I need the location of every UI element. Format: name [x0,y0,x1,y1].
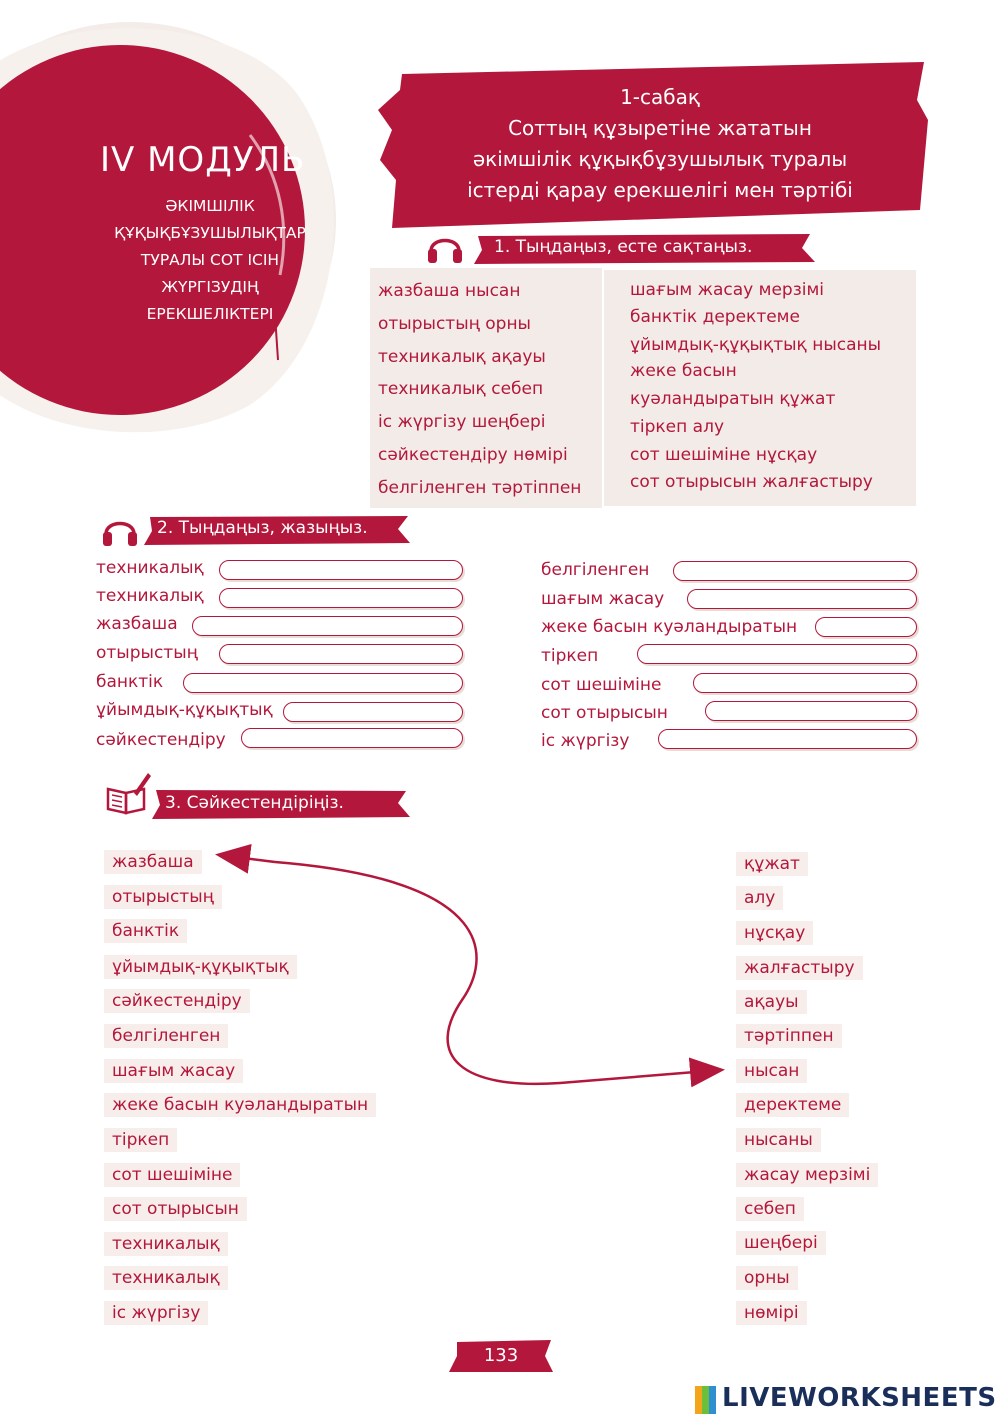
task2-answer-field[interactable] [705,701,917,721]
task2-left-label: отырыстың [96,643,198,663]
task1-right-item: жеке басын [630,361,737,381]
task3-right-item[interactable]: нысаны [736,1128,821,1152]
task2-answer-field[interactable] [658,729,917,749]
module-subtitle-line: ЖҮРГІЗУДІҢ [161,278,259,296]
liveworksheets-logo [695,1386,717,1414]
task2-title: 2. Тыңдаңыз, жазыңыз. [157,518,368,538]
task1-left-item: іс жүргізу шеңбері [378,412,546,432]
task2-right-label: шағым жасау [541,589,665,609]
task2-answer-field[interactable] [219,560,463,580]
module-subtitle-line: ҚҰҚЫҚБҰЗУШЫЛЫҚТАР [114,224,306,242]
task1-right-item: ұйымдық-құқықтық нысаны [630,335,882,355]
task2-answer-field[interactable] [687,589,917,609]
lesson-title-line: Соттың құзыретіне жататын [508,116,812,140]
task3-right-item[interactable]: орны [736,1266,798,1290]
task3-right-item[interactable]: құжат [736,852,808,876]
task3-left-item[interactable]: техникалық [104,1232,228,1256]
lesson-number: 1-сабақ [620,85,700,109]
task1-right-bg [604,270,916,506]
task1-right-item: шағым жасау мерзімі [630,280,825,300]
task1-left-item: техникалық ақауы [378,347,546,367]
task1-left-item: сәйкестендіру нөмірі [378,445,568,465]
task2-left-label: техникалық [96,586,204,606]
module-subtitle-line: ЕРЕКШЕЛІКТЕРІ [146,305,274,323]
task2-answer-field[interactable] [673,561,917,581]
lesson-title-line: әкімшілік құқықбұзушылық туралы [472,147,848,171]
task3-left-item[interactable]: жеке басын куәландыратын [104,1093,376,1117]
task2-right-label: тіркеп [541,646,599,666]
task2-answer-field[interactable] [183,673,463,693]
task2-answer-field[interactable] [693,673,917,693]
task3-left-item[interactable]: сәйкестендіру [104,989,250,1013]
task1-title: 1. Тыңдаңыз, есте сақтаңыз. [494,237,753,257]
task3-right-item[interactable]: алу [736,886,783,910]
task2-right-label: іс жүргізу [541,731,630,751]
book-pencil-icon [104,771,152,815]
task3-left-item[interactable]: белгіленген [104,1024,228,1048]
task2-answer-field[interactable] [219,644,463,664]
task1-right-item: куәландыратын құжат [630,389,836,409]
task1-left-item: жазбаша нысан [378,281,521,301]
task2-left-label: ұйымдық-құқықтық [96,700,273,720]
task3-right-item[interactable]: ақауы [736,990,807,1014]
task2-right-label: сот отырысын [541,703,668,723]
task2-left-label: жазбаша [96,614,178,634]
task2-answer-field[interactable] [815,617,917,637]
task2-answer-field[interactable] [283,702,463,722]
task3-right-item[interactable]: жасау мерзімі [736,1163,878,1187]
task2-left-label: техникалық [96,558,204,578]
task3-left-item[interactable]: тіркеп [104,1128,177,1152]
task3-right-item[interactable]: жалғастыру [736,956,863,980]
task3-left-item[interactable]: жазбаша [104,850,202,874]
task2-answer-field[interactable] [241,728,463,748]
task1-right-item: банктік деректеме [630,307,800,327]
task3-left-item[interactable]: шағым жасау [104,1059,243,1083]
task1-right-item: сот отырысын жалғастыру [630,472,873,492]
task3-right-item[interactable]: нысан [736,1059,807,1083]
lesson-title-line: істерді қарау ерекшелігі мен тәртібі [467,178,853,202]
task3-right-item[interactable]: деректеме [736,1093,849,1117]
task3-right-item[interactable]: шеңбері [736,1231,826,1255]
task2-left-label: сәйкестендіру [96,730,226,750]
task3-title: 3. Сәйкестендіріңіз. [165,793,344,813]
task3-right-item[interactable]: себеп [736,1197,804,1221]
task3-left-item[interactable]: банктік [104,919,187,943]
match-example-arrow [200,840,740,1100]
task1-right-item: сот шешіміне нұсқау [630,445,818,465]
module-subtitle [85,193,335,328]
task3-left-item[interactable]: сот шешіміне [104,1163,240,1187]
task2-right-label: сот шешіміне [541,675,662,695]
module-subtitle-line: ТУРАЛЫ СОТ ІСІН [140,251,280,269]
task2-answer-field[interactable] [219,588,463,608]
lesson-title [400,82,920,206]
task2-answer-field[interactable] [637,644,917,664]
task3-left-item[interactable]: отырыстың [104,885,222,909]
module-title: IV МОДУЛЬ [100,140,306,180]
task3-right-item[interactable]: нөмірі [736,1301,807,1325]
task1-right-item: тіркеп алу [630,417,725,437]
task3-left-item[interactable]: ұйымдық-құқықтық [104,955,297,979]
task2-right-label: жеке басын куәландыратын [541,617,798,637]
task2-left-label: банктік [96,672,164,692]
task3-left-item[interactable]: сот отырысын [104,1197,247,1221]
task3-left-item[interactable]: техникалық [104,1266,228,1290]
headphones-icon [100,510,140,550]
task1-left-item: белгіленген тәртіппен [378,478,582,498]
task3-right-item[interactable]: нұсқау [736,921,813,945]
page-number: 133 [483,1345,519,1366]
task3-right-item[interactable]: тәртіппен [736,1024,842,1048]
task2-answer-field[interactable] [192,616,463,636]
task1-left-item: отырыстың орны [378,314,531,334]
task2-right-label: белгіленген [541,560,650,580]
task1-left-item: техникалық себеп [378,379,544,399]
headphones-icon [425,227,465,267]
module-subtitle-line: ӘКІМШІЛІК [165,197,255,215]
task3-left-item[interactable]: іс жүргізу [104,1301,208,1325]
brand-name[interactable]: LIVEWORKSHEETS [722,1383,997,1413]
